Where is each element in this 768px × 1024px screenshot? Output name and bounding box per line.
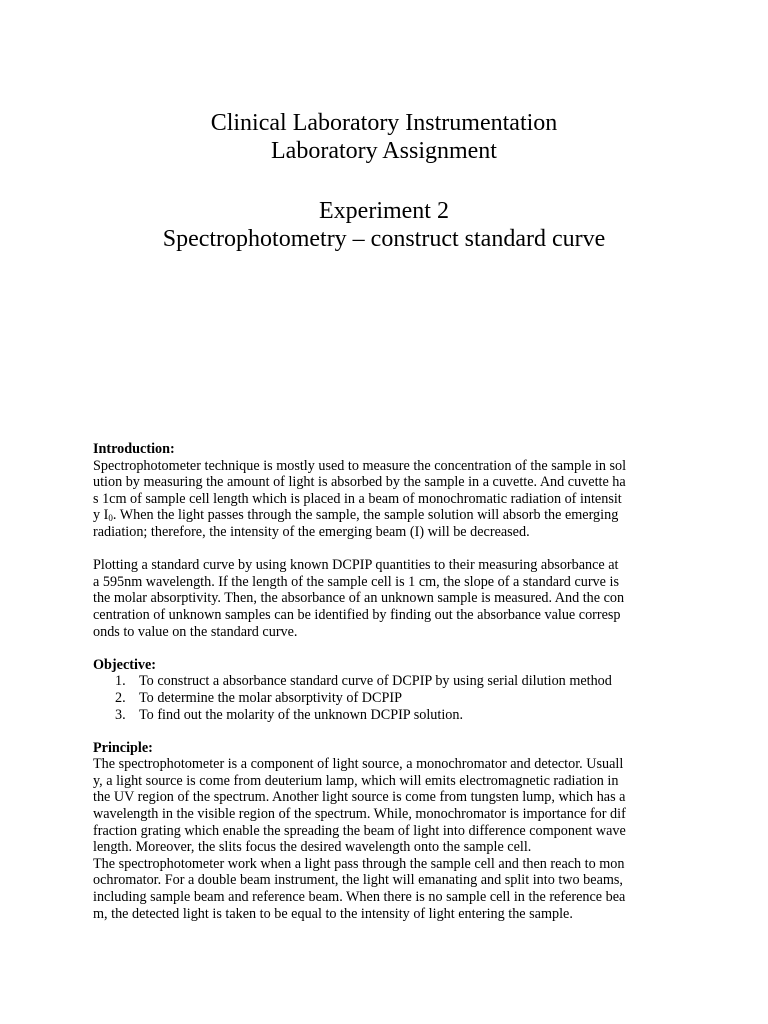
principle-para1-line: fraction grating which enable the spreading the beam of light into difference component wave [93, 822, 626, 839]
principle-para2-line: The spectrophotometer work when a light pass through the sample cell and then reach to mon [93, 855, 625, 872]
objective-item [93, 673, 683, 690]
title-block [0, 109, 768, 165]
intro-para2-line: centration of unknown samples can be identified by finding out the absorbance value corresp [93, 606, 621, 623]
objective-text: To construct a absorbance standard curve of DCPIP by using serial dilution method [139, 673, 612, 690]
objective-number: 1. [115, 673, 126, 690]
intro-para1-line: s 1cm of sample cell length which is placed in a beam of monochromatic radiation of intensit [93, 490, 622, 507]
objective-heading: Objective: [93, 656, 157, 673]
intro-para2-line: a 595nm wavelength. If the length of the sample cell is 1 cm, the slope of a standard curve is [93, 573, 619, 590]
intro-text-fragment: y I [93, 507, 109, 524]
intro-para1-line-with-subscript [93, 507, 683, 524]
document-body [93, 441, 683, 922]
assignment-title: Laboratory Assignment [271, 138, 497, 164]
principle-para2-line: m, the detected light is taken to be equal to the intensity of light entering the sample. [93, 905, 573, 922]
principle-para1-line: wavelength in the visible region of the spectrum. While, monochromator is importance for dif [93, 806, 626, 823]
objective-item [93, 707, 683, 724]
intro-para1-line: ution by measuring the amount of light is absorbed by the sample in a cuvette. And cuvette ha [93, 474, 626, 491]
paragraph-gap [93, 640, 683, 657]
principle-para2-line: ochromator. For a double beam instrument, the light will emanating and split into two beams, [93, 872, 623, 889]
intro-para2-line: the molar absorptivity. Then, the absorbance of an unknown sample is measured. And the con [93, 590, 625, 607]
objective-text: To determine the molar absorptivity of DCPIP [139, 689, 403, 706]
principle-para1-line: y, a light source is come from deuterium lamp, which will emits electromagnetic radiation in [93, 772, 619, 789]
paragraph-gap [93, 723, 683, 740]
objective-item [93, 690, 683, 707]
course-title: Clinical Laboratory Instrumentation [210, 110, 558, 136]
objective-number: 2. [115, 689, 126, 706]
intro-text-fragment: . When the light passes through the sample, the sample solution will absorb the emerging [112, 507, 619, 524]
principle-para2-line: including sample beam and reference beam. When there is no sample cell in the reference bea [93, 889, 626, 906]
principle-heading: Principle: [93, 739, 153, 756]
paragraph-gap [93, 541, 683, 558]
experiment-subtitle: Spectrophotometry – construct standard curve [162, 226, 606, 252]
objective-list [93, 673, 683, 723]
intro-para1-line: Spectrophotometer technique is mostly used to measure the concentration of the sample in sol [93, 457, 627, 474]
objective-text: To find out the molarity of the unknown DCPIP solution. [139, 706, 463, 723]
subscript-zero: 0 [108, 513, 113, 524]
objective-number: 3. [115, 706, 126, 723]
principle-para1-line: the UV region of the spectrum. Another light source is come from tungsten lump, which has a [93, 789, 626, 806]
intro-para2-line: onds to value on the standard curve. [93, 623, 298, 640]
introduction-heading: Introduction: [93, 441, 175, 457]
intro-para1-line: radiation; therefore, the intensity of the emerging beam (I) will be decreased. [93, 523, 530, 540]
intro-para2-line: Plotting a standard curve by using known DCPIP quantities to their measuring absorbance at [93, 557, 619, 574]
experiment-title: Experiment 2 [319, 198, 449, 224]
principle-para1-line: The spectrophotometer is a component of light source, a monochromator and detector. Usuall [93, 756, 624, 773]
principle-para1-line: length. Moreover, the slits focus the desired wavelength onto the sample cell. [93, 839, 532, 856]
experiment-block [0, 197, 768, 253]
